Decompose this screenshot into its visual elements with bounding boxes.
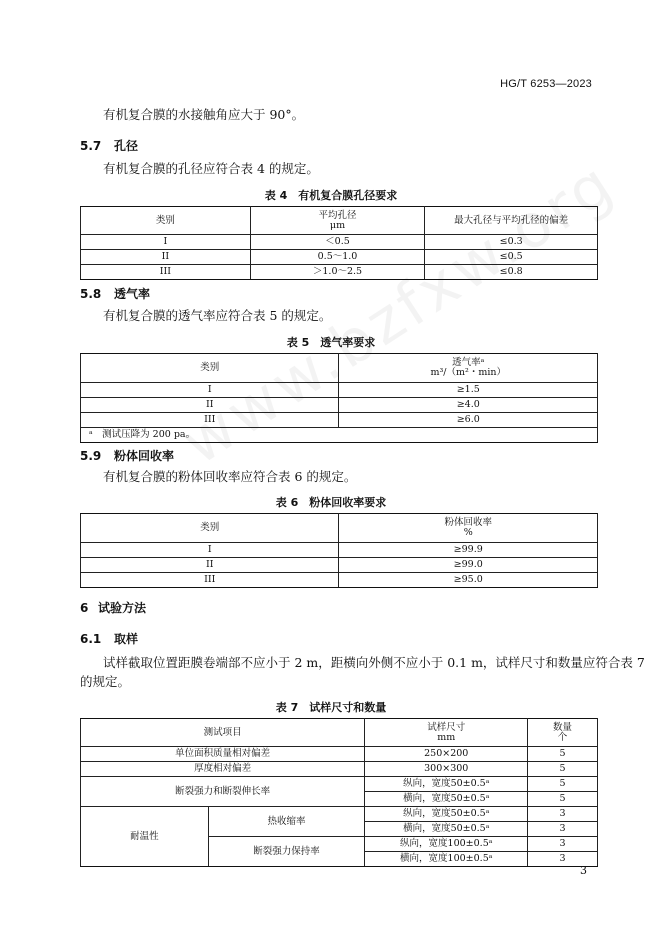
table-cell: 单位面积质量相对偏差 <box>81 747 365 762</box>
table-cell: 3 <box>528 807 598 822</box>
table-cell: 5 <box>528 747 598 762</box>
table-row <box>81 719 598 747</box>
table-cell: 5 <box>528 792 598 807</box>
table-row <box>81 250 598 265</box>
table-cell: 横向，宽度50±0.5ᵃ <box>365 822 528 837</box>
table-header: 最大孔径与平均孔径的偏差 <box>425 207 598 235</box>
table-header: 类别 <box>81 207 251 235</box>
table-cell: 横向，宽度50±0.5ᵃ <box>365 792 528 807</box>
table-row <box>81 573 598 588</box>
table-header: 粉体回收率 % <box>339 514 598 543</box>
table-cell: 250×200 <box>365 747 528 762</box>
table-header: 平均孔径 μm <box>250 207 425 235</box>
table-cell: 3 <box>528 852 598 867</box>
table-cell: 横向，宽度100±0.5ᵃ <box>365 852 528 867</box>
table-cell: ≤0.3 <box>425 235 598 250</box>
table-cell: 5 <box>528 762 598 777</box>
table-cell: ≥99.9 <box>339 543 598 558</box>
table-cell: ＞1.0～2.5 <box>250 265 425 280</box>
section-title: 试验方法 <box>98 601 147 615</box>
table-cell: 纵向，宽度50±0.5ᵃ <box>365 777 528 792</box>
table-6-caption: 表 6 粉体回收率要求 <box>275 496 387 509</box>
table-row <box>81 747 598 762</box>
table-cell: ≤0.8 <box>425 265 598 280</box>
table-row <box>81 235 598 250</box>
table-4-caption: 表 4 有机复合膜孔径要求 <box>264 189 398 202</box>
section-number: 5.9 <box>80 449 102 463</box>
table-row <box>81 543 598 558</box>
table-header: 测试项目 <box>81 719 365 747</box>
table-cell: ≥1.5 <box>339 383 598 398</box>
section-number: 6.1 <box>80 632 102 646</box>
table-7-caption: 表 7 试样尺寸和数量 <box>275 701 387 714</box>
section-6-1-heading <box>80 630 138 647</box>
table-cell: III <box>81 265 251 280</box>
section-title: 粉体回收率 <box>114 449 175 463</box>
table-cell: 5 <box>528 777 598 792</box>
section-5-8-heading <box>80 285 150 302</box>
section-5-8-paragraph: 有机复合膜的透气率应符合表 5 的规定。 <box>103 308 332 323</box>
table-cell: II <box>81 398 339 413</box>
table-row <box>81 762 598 777</box>
table-cell: 热收缩率 <box>208 807 365 837</box>
table-row <box>81 777 598 792</box>
standard-code-header: HG/T 6253—2023 <box>500 78 592 90</box>
table-cell: ≥95.0 <box>339 573 598 588</box>
section-6-1-paragraph: 试样截取位置距膜卷端部不应小于 2 m，距横向外侧不应小于 0.1 m，试样尺寸和数量应符合表 7 <box>103 655 645 670</box>
section-6-1-paragraph-cont: 的规定。 <box>80 674 131 689</box>
table-row <box>81 807 598 822</box>
table-row <box>81 514 598 543</box>
table-row <box>81 428 598 443</box>
table-cell: 3 <box>528 822 598 837</box>
table-footnote: ᵃ 测试压降为 200 pa。 <box>81 428 598 443</box>
table-row <box>81 207 598 235</box>
section-5-9-heading <box>80 447 174 464</box>
table-cell: 纵向，宽度50±0.5ᵃ <box>365 807 528 822</box>
contact-angle-paragraph: 有机复合膜的水接触角应大于 90°。 <box>103 107 305 122</box>
table-6 <box>80 513 598 588</box>
section-title: 取样 <box>114 632 139 646</box>
table-7 <box>80 718 598 867</box>
table-cell: III <box>81 573 339 588</box>
table-header: 透气率ᵃ m³/（m²・min） <box>339 354 598 383</box>
table-cell: ≥4.0 <box>339 398 598 413</box>
table-header: 试样尺寸 mm <box>365 719 528 747</box>
table-cell: 断裂强力和断裂伸长率 <box>81 777 365 807</box>
table-cell: III <box>81 413 339 428</box>
table-header: 类别 <box>81 514 339 543</box>
table-cell: 纵向，宽度100±0.5ᵃ <box>365 837 528 852</box>
section-number: 5.8 <box>80 287 102 301</box>
section-number: 6 <box>80 601 89 615</box>
table-cell: 0.5～1.0 <box>250 250 425 265</box>
table-header: 数量 个 <box>528 719 598 747</box>
table-4 <box>80 206 598 280</box>
table-5 <box>80 353 598 443</box>
table-row <box>81 398 598 413</box>
table-cell: II <box>81 250 251 265</box>
section-title: 透气率 <box>114 287 151 301</box>
section-5-9-paragraph: 有机复合膜的粉体回收率应符合表 6 的规定。 <box>103 469 357 484</box>
table-5-caption: 表 5 透气率要求 <box>286 336 376 349</box>
table-cell: ≤0.5 <box>425 250 598 265</box>
section-6-heading <box>80 599 146 616</box>
table-cell: 断裂强力保持率 <box>208 837 365 867</box>
section-5-7-heading <box>80 137 138 154</box>
table-cell: 300×300 <box>365 762 528 777</box>
table-cell: ≥99.0 <box>339 558 598 573</box>
table-cell: 3 <box>528 837 598 852</box>
table-row <box>81 354 598 383</box>
section-5-7-paragraph: 有机复合膜的孔径应符合表 4 的规定。 <box>103 161 319 176</box>
table-row <box>81 413 598 428</box>
page-number: 3 <box>580 864 587 877</box>
section-title: 孔径 <box>114 139 139 153</box>
table-cell: I <box>81 543 339 558</box>
table-cell: I <box>81 235 251 250</box>
table-cell: 厚度相对偏差 <box>81 762 365 777</box>
table-cell: I <box>81 383 339 398</box>
table-row <box>81 558 598 573</box>
table-row <box>81 383 598 398</box>
table-cell: ＜0.5 <box>250 235 425 250</box>
table-header: 类别 <box>81 354 339 383</box>
table-row <box>81 265 598 280</box>
section-number: 5.7 <box>80 139 102 153</box>
table-cell: ≥6.0 <box>339 413 598 428</box>
table-cell: II <box>81 558 339 573</box>
table-cell: 耐温性 <box>81 807 209 867</box>
